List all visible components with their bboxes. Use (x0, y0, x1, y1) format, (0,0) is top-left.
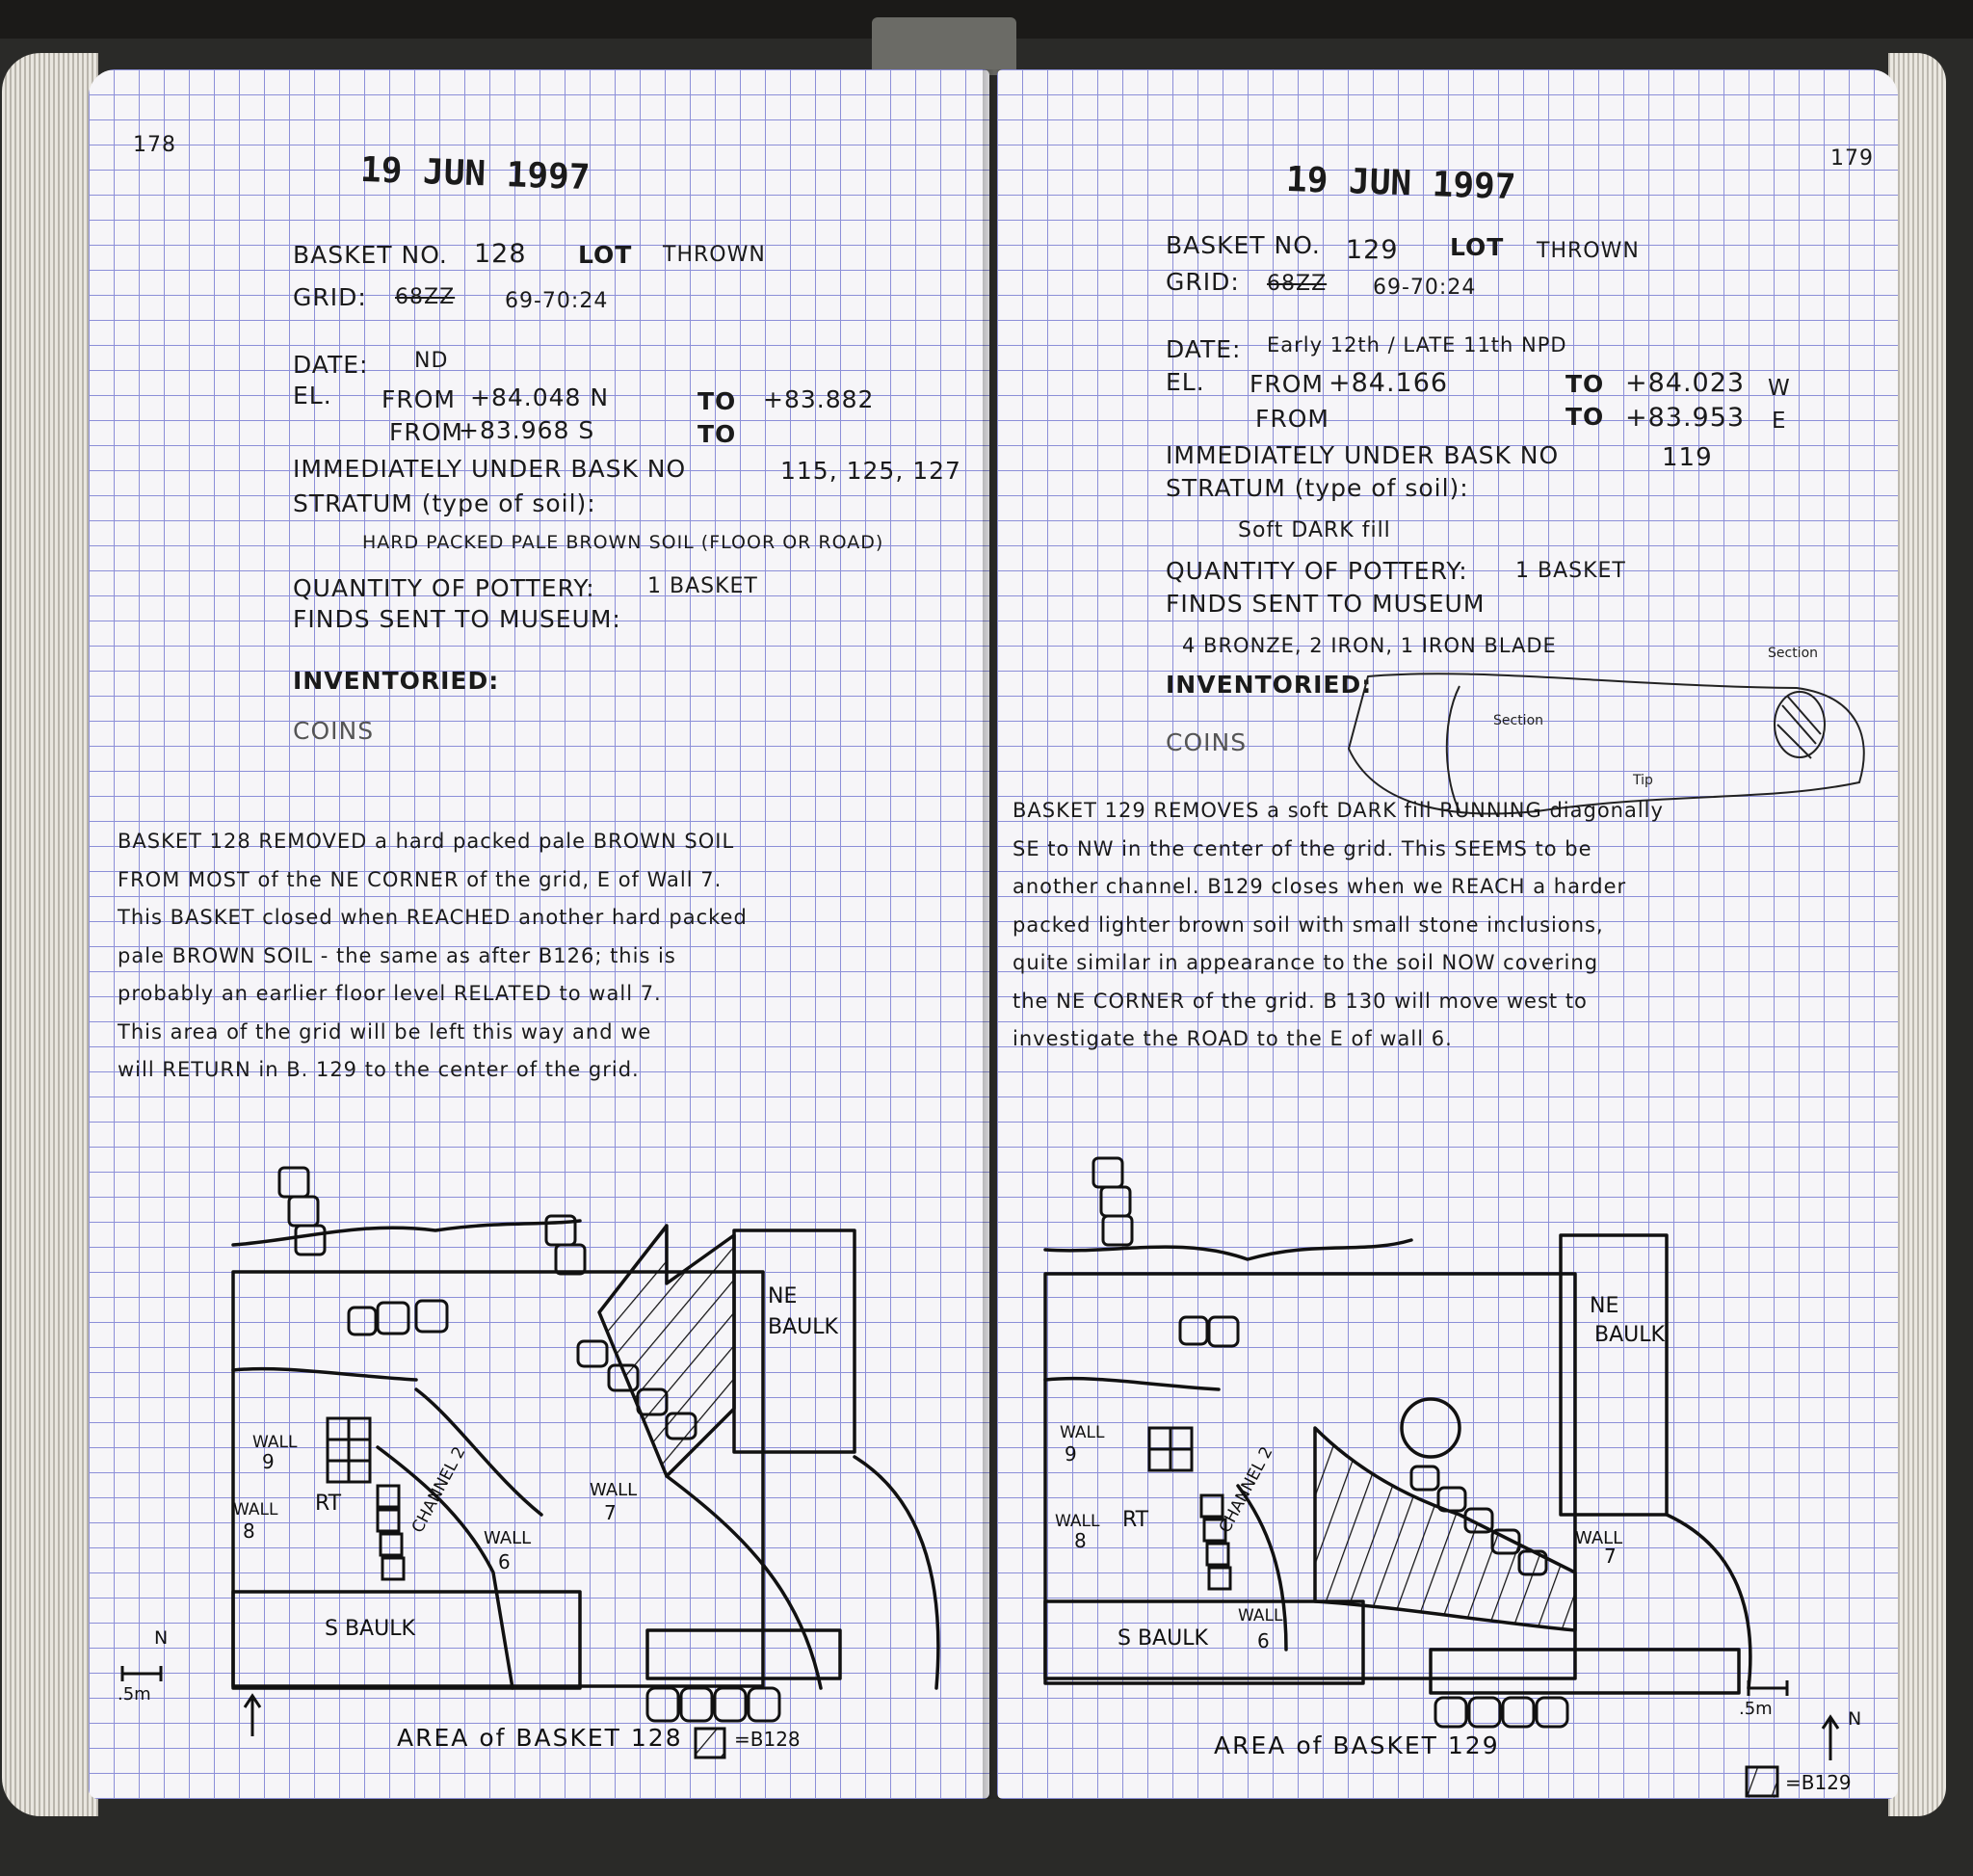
feature-line (1045, 1240, 1411, 1259)
north-label: N (1848, 1708, 1862, 1730)
inventoried-label: INVENTORIED: (293, 667, 500, 695)
scale-bar (122, 1666, 161, 1681)
wall-6-label: WALL (1238, 1606, 1283, 1625)
under-label: IMMEDIATELY UNDER BASK NO (293, 455, 687, 483)
basket-label: BASKET NO. (293, 241, 448, 269)
s-baulk-label: S BAULK (1118, 1626, 1208, 1651)
from-value-1: +84.166 (1328, 368, 1449, 398)
legend-hatch-swatch (1747, 1767, 1777, 1796)
stratum-label: STRATUM (type of soil): (293, 489, 596, 517)
wall-7-label: WALL (590, 1480, 638, 1500)
inventoried-label: INVENTORIED: (1166, 671, 1373, 699)
hatched-area-b128 (599, 1226, 734, 1476)
wall-8-number: 8 (1074, 1529, 1087, 1552)
to-direction-1: W (1768, 376, 1791, 401)
plan-caption: AREA of BASKET 129 (1214, 1731, 1500, 1759)
stratum-label: STRATUM (type of soil): (1166, 474, 1469, 502)
grid-value: 69-70:24 (1373, 276, 1477, 300)
wall-9-number: 9 (1065, 1442, 1077, 1466)
notes-line: BASKET 128 REMOVED a hard packed pale BROWN SOIL (118, 830, 735, 853)
ne-baulk-label: BAULK (1594, 1323, 1665, 1347)
notes-line: probably an earlier floor level RELATED to wall 7. (118, 982, 662, 1005)
date-value: Early 12th / LATE 11th NPD (1267, 333, 1567, 357)
site-plan-drawing (997, 69, 1898, 1799)
wall-6-number: 6 (1257, 1629, 1270, 1652)
wall-7-number: 7 (1604, 1545, 1617, 1568)
to-value-1: +84.023 (1625, 368, 1746, 398)
rt-label: RT (1122, 1508, 1149, 1532)
date-stamp: 19 JUN 1997 (359, 149, 592, 198)
from-value-2: +83.968 S (459, 416, 595, 444)
from-label-1: FROM (1250, 370, 1324, 398)
notes-line: BASKET 129 REMOVES a soft DARK fill RUNNING diagonally (1013, 799, 1664, 822)
under-value: 115, 125, 127 (780, 457, 961, 485)
stratum-value: HARD PACKED PALE BROWN SOIL (FLOOR OR ROAD) (362, 532, 884, 553)
under-label: IMMEDIATELY UNDER BASK NO (1166, 441, 1560, 469)
notes-line: packed lighter brown soil with small stone inclusions, (1013, 912, 1604, 937)
rt-label: RT (315, 1492, 342, 1516)
to-label-2: TO (1565, 403, 1605, 431)
to-value-2: +83.953 (1625, 403, 1746, 433)
legend-label: =B129 (1785, 1771, 1852, 1794)
round-stone (1402, 1399, 1460, 1457)
channel-label: CHANNEL 2 (408, 1443, 470, 1537)
notebook-page-left (89, 69, 989, 1799)
to-label-2: TO (697, 420, 737, 448)
wall-9-label: WALL (252, 1433, 298, 1452)
from-value-1: +84.048 N (470, 383, 610, 411)
date-label: DATE: (293, 351, 369, 379)
stone-row (1431, 1650, 1739, 1693)
grid-value: 69-70:24 (505, 289, 609, 313)
to-label-1: TO (697, 387, 737, 415)
wall-6-number: 6 (498, 1550, 511, 1573)
stratum-value: Soft DARK fill (1238, 518, 1391, 542)
ne-baulk-label: NE (1590, 1294, 1619, 1318)
lot-label: LOT (578, 241, 633, 269)
hatched-area-b129 (1315, 1428, 1575, 1630)
under-value: 119 (1662, 443, 1713, 472)
wall-7-number: 7 (604, 1501, 617, 1524)
channel-label: CHANNEL 2 (1215, 1443, 1277, 1537)
from-label-2: FROM (1255, 405, 1329, 433)
lot-value: THROWN (1537, 239, 1640, 263)
ne-baulk-box (734, 1230, 855, 1452)
page-number: 178 (133, 133, 176, 157)
pottery-value: 1 BASKET (647, 574, 758, 598)
section-label: Section (1493, 713, 1544, 728)
wall-8-label: WALL (233, 1500, 278, 1519)
lot-label: LOT (1450, 233, 1505, 261)
to-label-1: TO (1565, 370, 1605, 398)
date-stamp: 19 JUN 1997 (1285, 159, 1517, 208)
feature-line (1045, 1379, 1219, 1389)
elevation-label: EL. (1166, 368, 1205, 396)
plan-caption: AREA of BASKET 128 (397, 1724, 683, 1752)
corner-curve (855, 1457, 938, 1688)
basket-number: 128 (474, 239, 527, 269)
scale-bar (1749, 1680, 1787, 1696)
pottery-label: QUANTITY OF POTTERY: (293, 574, 595, 602)
basket-number: 129 (1346, 235, 1399, 265)
scale-label: .5m (1739, 1699, 1773, 1719)
coins-label: COINS (293, 717, 375, 745)
from-label-1: FROM (381, 385, 456, 413)
wall-9-number: 9 (262, 1450, 275, 1473)
ne-baulk-label: NE (768, 1284, 798, 1308)
from-label-2: FROM (389, 418, 463, 446)
notes-line: pale BROWN SOIL - the same as after B126; this is (118, 943, 676, 967)
finds-value: 4 BRONZE, 2 IRON, 1 IRON BLADE (1182, 634, 1557, 657)
grid-struck-value: 68ZZ (1267, 272, 1328, 296)
to-direction-2: E (1772, 409, 1787, 434)
notes-line: will RETURN in B. 129 to the center of the grid. (118, 1058, 640, 1081)
wall-7-label: WALL (1575, 1528, 1623, 1548)
north-label: N (154, 1627, 169, 1649)
legend-label: =B128 (734, 1728, 801, 1751)
notes-line: FROM MOST of the NE CORNER of the grid, E of Wall 7. (118, 867, 723, 891)
elevation-label: EL. (293, 382, 332, 410)
feature-line (233, 1221, 580, 1245)
notes-line: SE to NW in the center of the grid. This SEEMS to be (1013, 836, 1592, 860)
feature-line (233, 1369, 416, 1380)
grid-label: GRID: (1166, 268, 1240, 296)
scale-label: .5m (118, 1684, 151, 1704)
pottery-value: 1 BASKET (1515, 559, 1626, 583)
page-number: 179 (1830, 146, 1874, 171)
notes-line: quite similar in appearance to the soil NOW covering (1013, 951, 1599, 974)
tip-label: Tip (1633, 773, 1653, 788)
legend-hatch-swatch (696, 1729, 724, 1757)
site-plan-drawing (89, 69, 989, 1799)
wall-7-curve (667, 1476, 821, 1688)
notebook-page-right (997, 69, 1898, 1799)
finds-label: FINDS SENT TO MUSEUM (1166, 590, 1486, 618)
date-value: ND (414, 349, 449, 373)
notes-line: This area of the grid will be left this way and we (118, 1019, 652, 1044)
wall-9-label: WALL (1060, 1423, 1105, 1442)
notes-line: investigate the ROAD to the E of wall 6. (1013, 1027, 1453, 1050)
grid-label: GRID: (293, 283, 367, 311)
notes-line: This BASKET closed when REACHED another hard packed (118, 906, 748, 929)
notes-line: another channel. B129 closes when we REACH a harder (1013, 875, 1627, 898)
page-edges-left (2, 53, 98, 1816)
to-value-1: +83.882 (763, 385, 875, 413)
finds-label: FINDS SENT TO MUSEUM: (293, 605, 621, 633)
wall-6-label: WALL (484, 1528, 532, 1548)
date-label: DATE: (1166, 335, 1242, 363)
section-label: Section (1768, 646, 1819, 661)
basket-label: BASKET NO. (1166, 231, 1321, 259)
notes-line: the NE CORNER of the grid. B 130 will move west to (1013, 989, 1588, 1013)
notebook-spine (872, 17, 1016, 75)
pottery-label: QUANTITY OF POTTERY: (1166, 557, 1468, 585)
coins-label: COINS (1166, 728, 1248, 756)
wall-8-label: WALL (1055, 1512, 1100, 1531)
lot-value: THROWN (663, 243, 766, 267)
ne-baulk-label: BAULK (768, 1315, 838, 1339)
wall-8-number: 8 (243, 1519, 255, 1543)
grid-struck-value: 68ZZ (395, 285, 456, 309)
s-baulk-label: S BAULK (325, 1617, 415, 1641)
